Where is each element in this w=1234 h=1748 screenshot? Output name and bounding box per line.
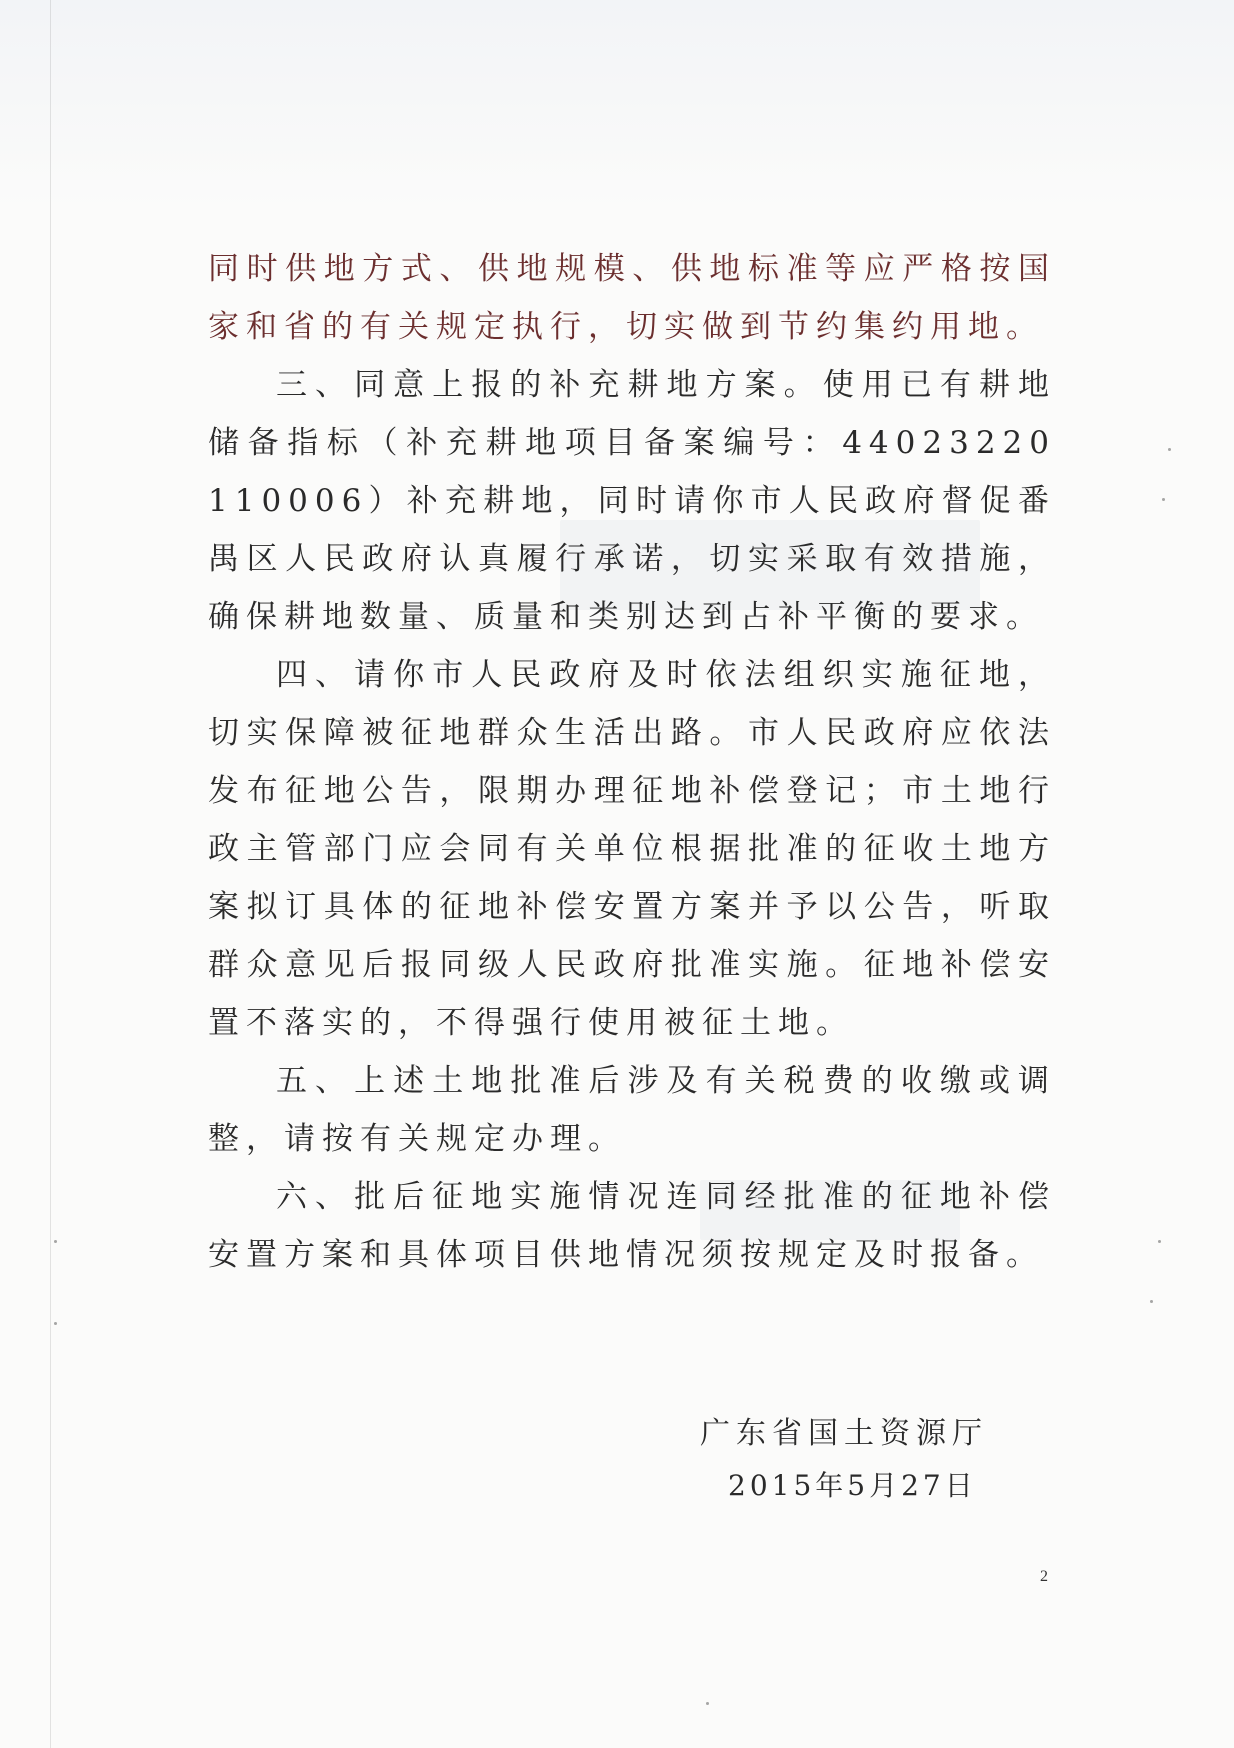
scan-edge-line: [50, 0, 51, 1748]
page-number: 2: [1040, 1568, 1048, 1585]
scan-speck: [1162, 498, 1165, 501]
paragraph-item-five: 五、上述土地批准后涉及有关税费的收缴或调整，请按有关规定办理。: [208, 1063, 1056, 1157]
scan-speck: [1168, 448, 1171, 451]
scan-speck: [54, 1322, 57, 1325]
scan-speck: [54, 1240, 57, 1243]
signature-block: [700, 1408, 1030, 1512]
paragraph-item-six: 六、批后征地实施情况连同经批准的征地补偿安置方案和具体项目供地情况须按规定及时报备。: [208, 1179, 1056, 1273]
issuing-organization: 广东省国土资源厅: [700, 1416, 988, 1451]
scan-speck: [1150, 1300, 1153, 1303]
paragraph-item-three: 三、同意上报的补充耕地方案。使用已有耕地储备指标（补充耕地项目备案编号：44023220110006）补充耕地，同时请你市人民政府督促番禺区人民政府认真履行承诺，切实采取有效措施，确保耕地数量、质量和类别达到占补平衡的要求。: [208, 367, 1056, 635]
issue-date: 2015年5月27日: [728, 1469, 977, 1502]
scan-speck: [1158, 1240, 1161, 1243]
document-body: [208, 240, 1056, 1284]
paragraph-item-four: 四、请你市人民政府及时依法组织实施征地，切实保障被征地群众生活出路。市人民政府应依法发布征地公告，限期办理征地补偿登记；市土地行政主管部门应会同有关单位根据批准的征收土地方案拟订具体的征地补偿安置方案并予以公告，听取群众意见后报同级人民政府批准实施。征地补偿安置不落实的，不得强行使用被征土地。: [208, 657, 1056, 1041]
paragraph-continued: 同时供地方式、供地规模、供地标准等应严格按国家和省的有关规定执行，切实做到节约集约用地。: [208, 251, 1056, 345]
scan-speck: [706, 1702, 709, 1705]
